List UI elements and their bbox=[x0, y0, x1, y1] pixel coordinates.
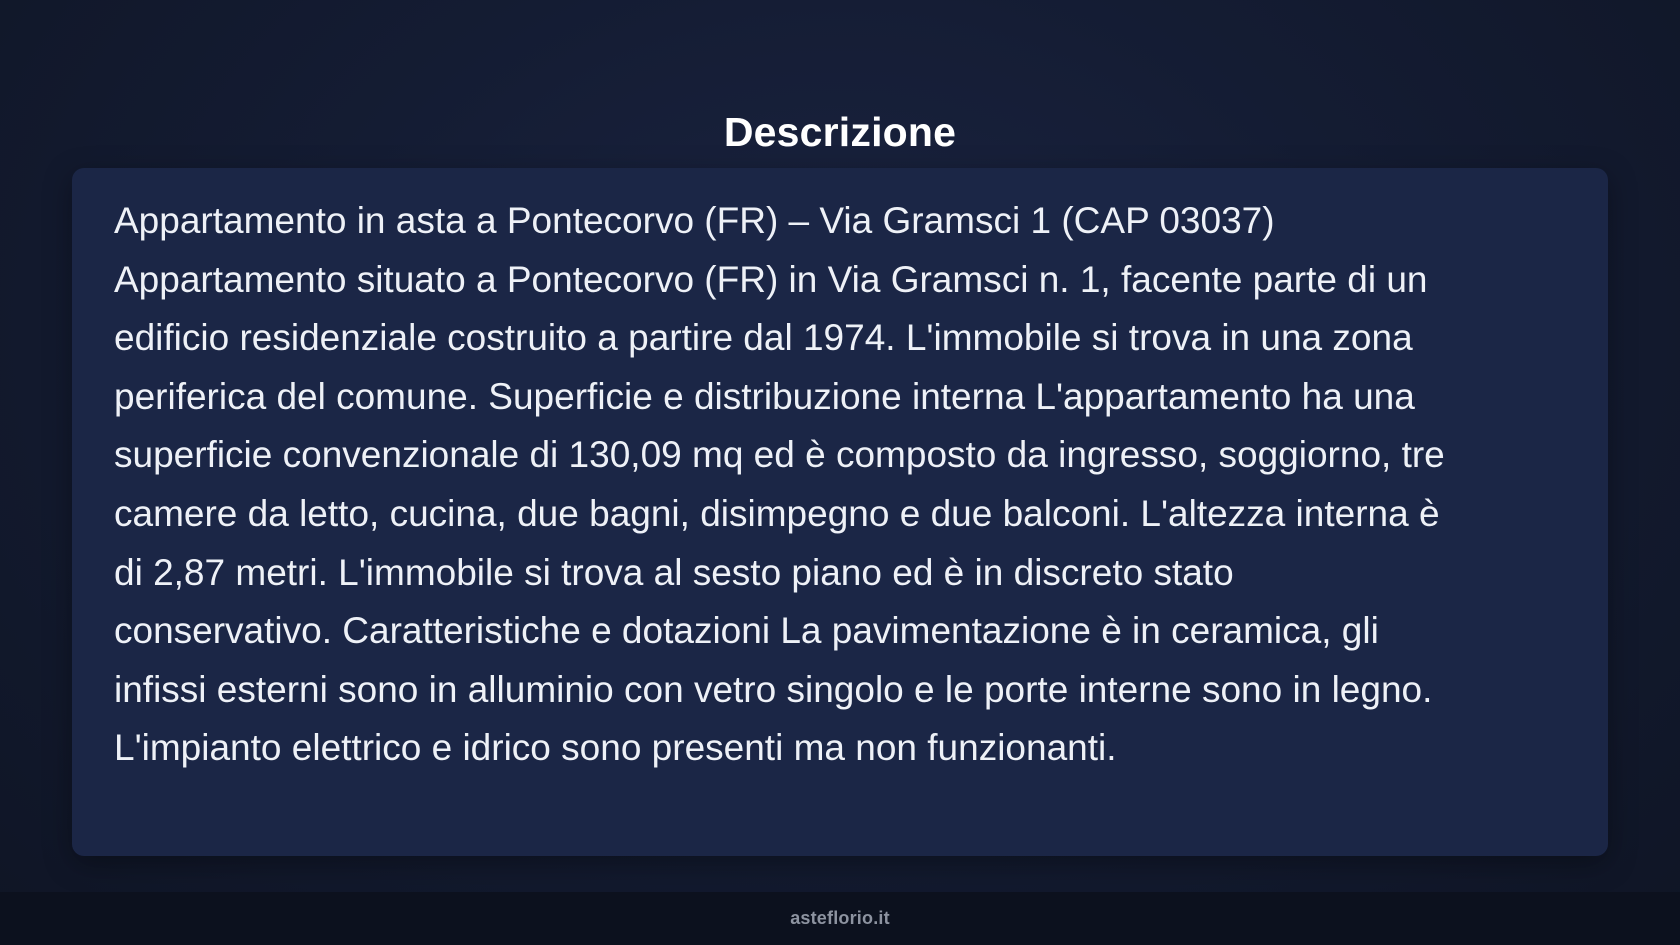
description-line: superficie convenzionale di 130,09 mq ed è composto da ingresso, soggiorno, tre bbox=[114, 434, 1445, 476]
description-text bbox=[114, 192, 1568, 778]
description-line: Appartamento situato a Pontecorvo (FR) in Via Gramsci n. 1, facente parte di un bbox=[114, 258, 1428, 300]
description-line: di 2,87 metri. L'immobile si trova al sesto piano ed è in discreto stato bbox=[114, 551, 1234, 593]
description-card bbox=[72, 168, 1608, 856]
footer-bar bbox=[0, 892, 1680, 945]
description-line: L'impianto elettrico e idrico sono presenti ma non funzionanti. bbox=[114, 727, 1117, 769]
description-line: camere da letto, cucina, due bagni, disimpegno e due balconi. L'altezza interna è bbox=[114, 492, 1440, 534]
description-line: periferica del comune. Superficie e distribuzione interna L'appartamento ha una bbox=[114, 375, 1415, 417]
description-line: edificio residenziale costruito a partire dal 1974. L'immobile si trova in una zona bbox=[114, 317, 1413, 359]
description-line: Appartamento in asta a Pontecorvo (FR) – Via Gramsci 1 (CAP 03037) bbox=[114, 200, 1275, 241]
description-line: infissi esterni sono in alluminio con vetro singolo e le porte interne sono in legno. bbox=[114, 668, 1433, 710]
footer-site-link[interactable]: asteflorio.it bbox=[790, 908, 890, 928]
page-title: Descrizione bbox=[723, 109, 957, 156]
description-line: conservativo. Caratteristiche e dotazioni La pavimentazione è in ceramica, gli bbox=[114, 610, 1379, 652]
